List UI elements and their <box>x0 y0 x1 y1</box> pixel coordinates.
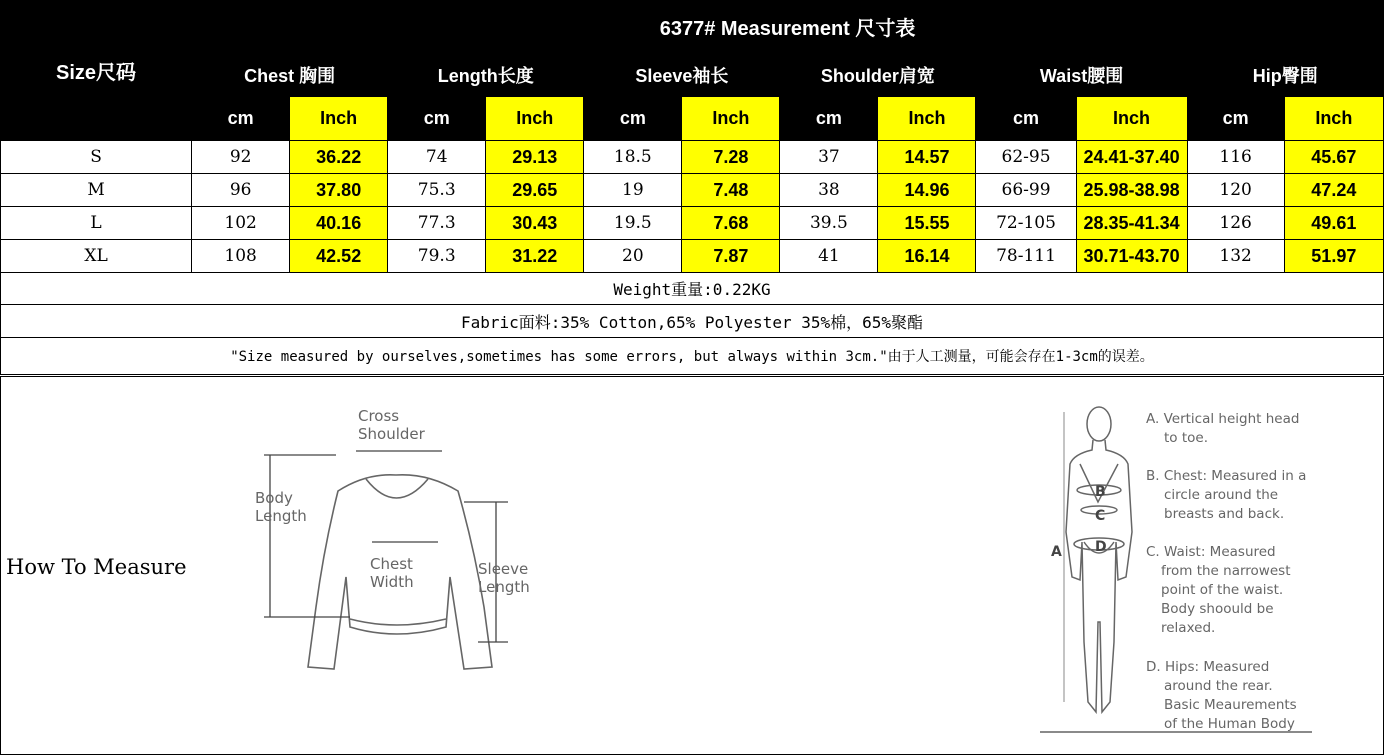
unit-inch-length: Inch <box>486 97 584 141</box>
caption-b-3: breasts and back. <box>1164 506 1285 522</box>
chest-inch: 37.80 <box>290 174 388 207</box>
waist-cm: 66-99 <box>976 174 1076 207</box>
cross-shoulder-label-2: Shoulder <box>358 425 425 443</box>
caption-c-3: point of the waist. <box>1161 582 1284 598</box>
size-chart-table <box>0 0 1384 375</box>
unit-inch-sleeve: Inch <box>682 97 780 141</box>
length-cm: 79.3 <box>388 240 486 273</box>
sleeve-cm: 20 <box>584 240 682 273</box>
unit-inch-shoulder: Inch <box>878 97 976 141</box>
caption-d-1: D. Hips: Measured <box>1146 659 1270 675</box>
length-inch: 30.43 <box>486 207 584 240</box>
caption-b-1: B. Chest: Measured in a <box>1146 468 1307 484</box>
disclaimer-note: "Size measured by ourselves,sometimes has some errors, but always within 3cm."由于人工测量，可能会存在1-3cm的误差。 <box>1 338 1384 375</box>
chest-cm: 96 <box>192 174 290 207</box>
caption-c-5: relaxed. <box>1161 620 1216 636</box>
fabric-note: Fabric面料:35% Cotton,65% Polyester 35%棉，65%聚酯 <box>1 305 1384 338</box>
shoulder-cm: 38 <box>780 174 878 207</box>
chest-inch: 40.16 <box>290 207 388 240</box>
table-row-l <box>1 207 1384 240</box>
body-measurement-diagram <box>1036 402 1326 737</box>
waist-inch: 25.98-38.98 <box>1076 174 1187 207</box>
unit-cm-length: cm <box>388 97 486 141</box>
unit-cm-shoulder: cm <box>780 97 878 141</box>
hip-inch: 47.24 <box>1284 174 1383 207</box>
group-header-sleeve: Sleeve袖长 <box>584 53 780 97</box>
size-label: M <box>1 174 192 207</box>
length-inch: 29.65 <box>486 174 584 207</box>
hip-inch: 49.61 <box>1284 207 1383 240</box>
body-length-label-2: Length <box>255 507 307 525</box>
size-label: L <box>1 207 192 240</box>
shoulder-cm: 41 <box>780 240 878 273</box>
waist-cm: 62-95 <box>976 141 1076 174</box>
chest-cm: 92 <box>192 141 290 174</box>
hip-inch: 45.67 <box>1284 141 1383 174</box>
group-header-shoulder: Shoulder肩宽 <box>780 53 976 97</box>
caption-b-2: circle around the <box>1164 487 1279 503</box>
caption-c-1: C. Waist: Measured <box>1146 544 1276 560</box>
shoulder-cm: 39.5 <box>780 207 878 240</box>
chest-width-label-1: Chest <box>370 555 413 573</box>
table-row-xl <box>1 240 1384 273</box>
how-to-measure-panel <box>0 376 1384 755</box>
unit-inch-chest: Inch <box>290 97 388 141</box>
length-cm: 74 <box>388 141 486 174</box>
weight-note: Weight重量:0.22KG <box>1 273 1384 305</box>
sleeve-cm: 19 <box>584 174 682 207</box>
sleeve-length-label-1: Sleeve <box>478 560 529 578</box>
shoulder-inch: 14.96 <box>878 174 976 207</box>
group-header-hip: Hip臀围 <box>1187 53 1383 97</box>
caption-a-2: to toe. <box>1164 430 1208 446</box>
hip-cm: 132 <box>1187 240 1284 273</box>
unit-cm-hip: cm <box>1187 97 1284 141</box>
unit-cm-sleeve: cm <box>584 97 682 141</box>
size-label: S <box>1 141 192 174</box>
waist-inch: 30.71-43.70 <box>1076 240 1187 273</box>
shoulder-inch: 14.57 <box>878 141 976 174</box>
sleeve-inch: 7.28 <box>682 141 780 174</box>
body-outline <box>1066 440 1132 712</box>
cross-shoulder-label-1: Cross <box>358 407 400 425</box>
length-inch: 31.22 <box>486 240 584 273</box>
shirt-measurement-diagram <box>246 407 556 677</box>
waist-cm: 78-111 <box>976 240 1076 273</box>
shirt-neckline <box>366 479 428 498</box>
letter-d: D <box>1095 539 1107 555</box>
caption-d-4: of the Human Body <box>1164 716 1295 732</box>
caption-c-2: from the narrowest <box>1161 563 1291 579</box>
shirt-hem <box>350 619 446 625</box>
caption-c-4: Body shoould be <box>1161 601 1274 617</box>
letter-a: A <box>1051 544 1062 560</box>
unit-cm-waist: cm <box>976 97 1076 141</box>
waist-cm: 72-105 <box>976 207 1076 240</box>
letter-b: B <box>1095 484 1106 500</box>
group-header-waist: Waist腰围 <box>976 53 1187 97</box>
hip-cm: 126 <box>1187 207 1284 240</box>
body-length-label-1: Body <box>255 489 293 507</box>
chart-title: 6377# Measurement 尺寸表 <box>192 1 1384 53</box>
length-cm: 75.3 <box>388 174 486 207</box>
unit-inch-waist: Inch <box>1076 97 1187 141</box>
size-header: Size尺码 <box>1 1 192 141</box>
caption-a-1: A. Vertical height head <box>1146 411 1300 427</box>
length-inch: 29.13 <box>486 141 584 174</box>
sleeve-cm: 18.5 <box>584 141 682 174</box>
waist-inch: 28.35-41.34 <box>1076 207 1187 240</box>
caption-d-2: around the rear. <box>1164 678 1273 694</box>
sleeve-inch: 7.87 <box>682 240 780 273</box>
shoulder-cm: 37 <box>780 141 878 174</box>
length-cm: 77.3 <box>388 207 486 240</box>
hip-cm: 120 <box>1187 174 1284 207</box>
chest-width-label-2: Width <box>370 573 414 591</box>
unit-cm-chest: cm <box>192 97 290 141</box>
waist-inch: 24.41-37.40 <box>1076 141 1187 174</box>
shoulder-inch: 15.55 <box>878 207 976 240</box>
chest-inch: 42.52 <box>290 240 388 273</box>
hip-inch: 51.97 <box>1284 240 1383 273</box>
chest-cm: 102 <box>192 207 290 240</box>
sleeve-cm: 19.5 <box>584 207 682 240</box>
sleeve-length-label-2: Length <box>478 578 530 596</box>
caption-d-3: Basic Meaurements <box>1164 697 1297 713</box>
sleeve-inch: 7.48 <box>682 174 780 207</box>
size-label: XL <box>1 240 192 273</box>
chest-cm: 108 <box>192 240 290 273</box>
letter-c: C <box>1095 508 1106 524</box>
table-row-m <box>1 174 1384 207</box>
chest-inch: 36.22 <box>290 141 388 174</box>
sleeve-inch: 7.68 <box>682 207 780 240</box>
group-header-length: Length长度 <box>388 53 584 97</box>
group-header-chest: Chest 胸围 <box>192 53 388 97</box>
shoulder-inch: 16.14 <box>878 240 976 273</box>
unit-inch-hip: Inch <box>1284 97 1383 141</box>
table-row-s <box>1 141 1384 174</box>
hip-cm: 116 <box>1187 141 1284 174</box>
head-outline <box>1087 407 1111 441</box>
how-to-measure-label: How To Measure <box>6 555 187 579</box>
